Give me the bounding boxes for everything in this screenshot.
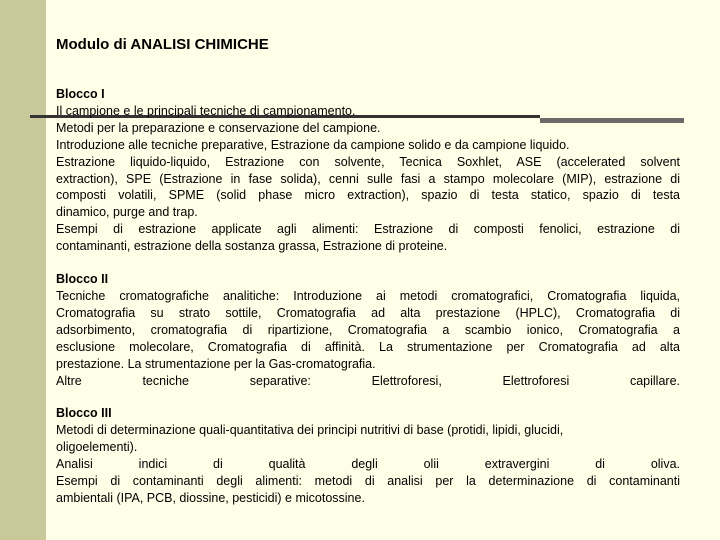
text-line: contaminanti, estrazione della sostanza grassa, Estrazione di proteine.	[56, 239, 448, 254]
text-line: composti volatili, SPME (solid phase micro extraction), spazio di testa statico, spazio di testa	[56, 188, 680, 203]
text-line: Analisi indici di qualità degli olii extravergini di oliva.	[56, 457, 680, 472]
text-line: esclusione molecolare, Cromatografia di affinità. La strumentazione per Cromatografia ad alta	[56, 339, 680, 354]
content-block	[56, 86, 680, 255]
content-block	[56, 271, 680, 389]
text-line: Altre tecniche separative: Elettroforesi, Elettroforesi capillare.	[56, 373, 680, 388]
content-block	[56, 405, 680, 506]
block-title: Blocco I	[56, 87, 105, 101]
document-body	[56, 86, 680, 523]
text-line: Estrazione liquido-liquido, Estrazione con solvente, Tecnica Soxhlet, ASE (accelerated solvent	[56, 154, 680, 169]
text-line: Metodi di determinazione quali-quantitativa dei principi nutritivi di base (protidi, lipidi, glucidi,	[56, 423, 564, 438]
text-line: Esempi di contaminanti degli alimenti: metodi di analisi per la determinazione di contaminanti	[56, 474, 680, 489]
text-line: Tecniche cromatografiche analitiche: Introduzione ai metodi cromatografici, Cromatografia liquida,	[56, 288, 680, 303]
text-line: dinamico, purge and trap.	[56, 205, 198, 220]
text-line: Esempi di estrazione applicate agli alimenti: Estrazione di composti fenolici, estrazione di	[56, 222, 680, 237]
text-line: Il campione e le principali tecniche di campionamento.	[56, 103, 356, 118]
block-title: Blocco II	[56, 272, 109, 287]
decorative-left-bar	[0, 0, 46, 540]
text-line: Metodi per la preparazione e conservazione del campione.	[56, 120, 381, 135]
text-line: adsorbimento, cromatografia di ripartizione, Cromatografia a scambio ionico, Cromatografia a	[56, 322, 680, 337]
text-line: Introduzione alle tecniche preparative, Estrazione da campione solido e da campione liquido.	[56, 137, 570, 152]
page-title: Modulo di ANALISI CHIMICHE	[56, 36, 269, 53]
text-line: oligoelementi).	[56, 440, 138, 455]
text-line: Cromatografia su strato sottile, Cromatografia ad alta prestazione (HPLC), Cromatografia di	[56, 305, 680, 320]
text-line: extraction), SPE (Estrazione in fase solida), cenni sulle fasi a stampo molecolare (MIP), estrazione di	[56, 171, 680, 186]
text-line: prestazione. La strumentazione per la Gas-cromatografia.	[56, 356, 376, 371]
block-title: Blocco III	[56, 406, 112, 421]
text-line: ambientali (IPA, PCB, diossine, pesticidi) e micotossine.	[56, 490, 365, 505]
